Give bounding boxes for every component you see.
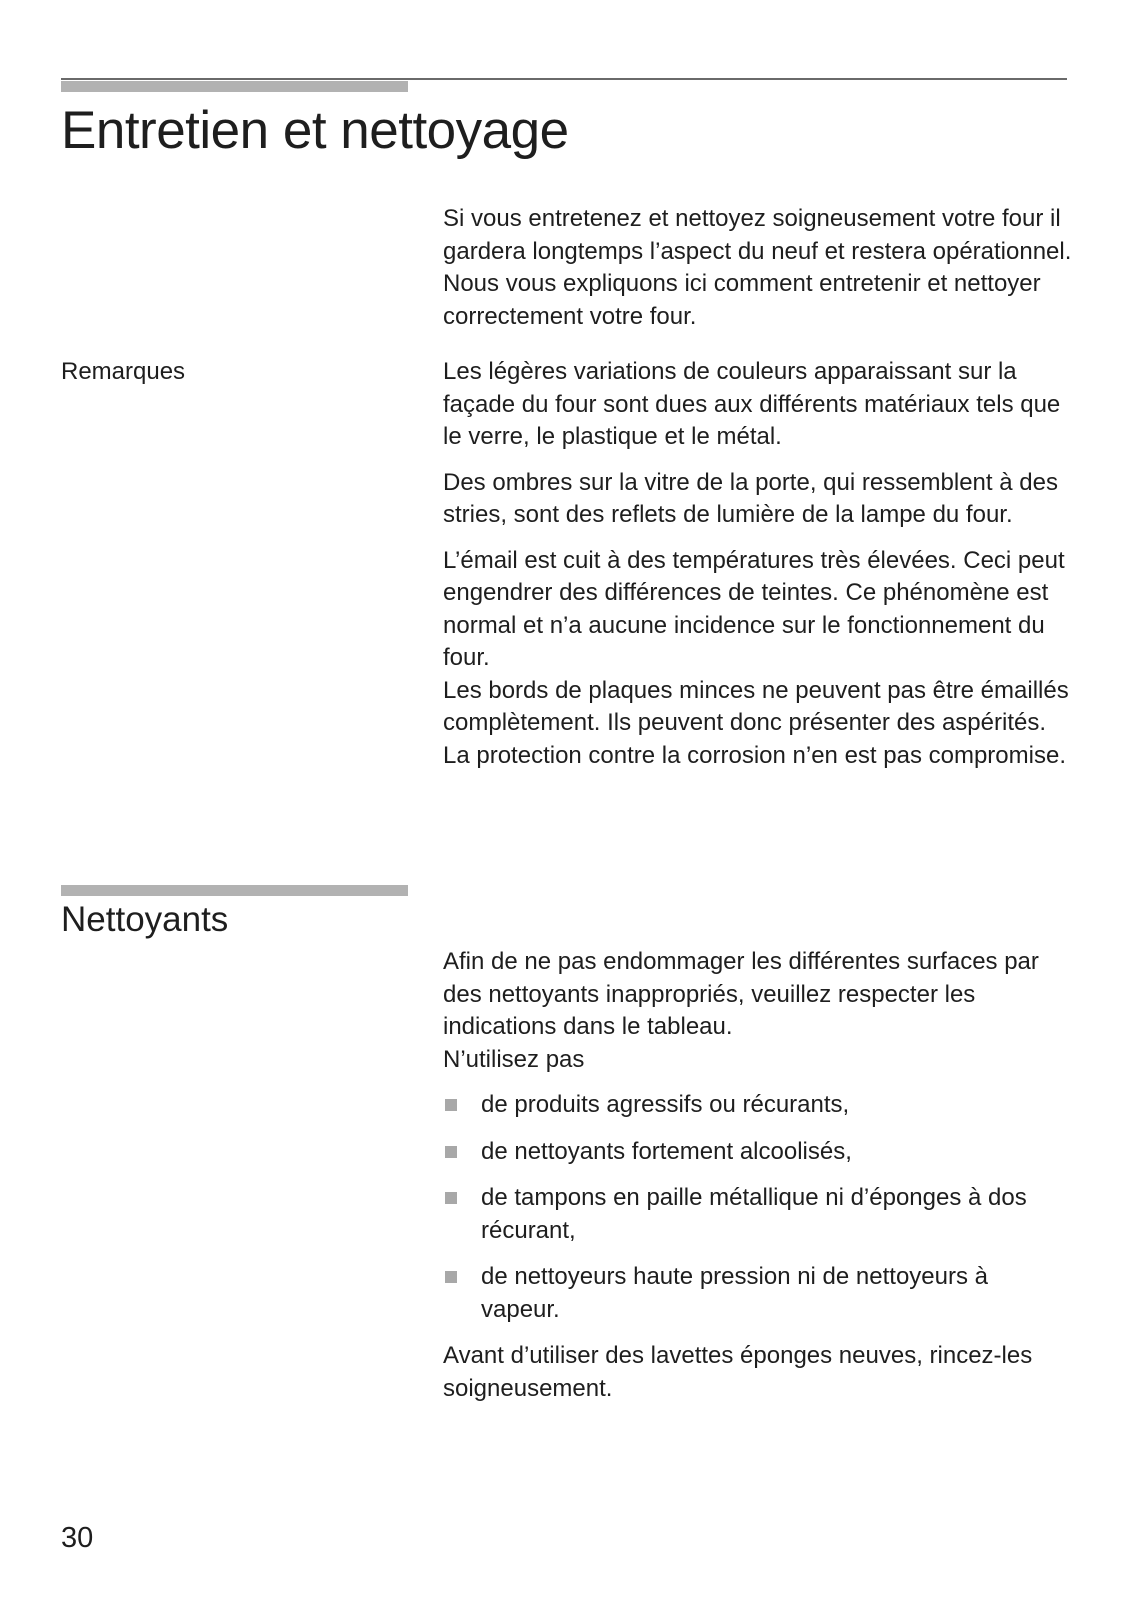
section-rule-thick bbox=[61, 885, 408, 896]
section-rule-thin bbox=[61, 78, 1067, 80]
list-item bbox=[443, 1182, 1073, 1247]
square-bullet-icon bbox=[445, 1192, 457, 1204]
list-item-text: de produits agressifs ou récurants, bbox=[481, 1091, 850, 1118]
list-item bbox=[443, 1089, 1073, 1122]
list-item bbox=[443, 1136, 1073, 1169]
list-item bbox=[443, 1261, 1073, 1326]
page-title: Entretien et nettoyage bbox=[61, 101, 569, 160]
square-bullet-icon bbox=[445, 1146, 457, 1158]
do-not-use-label: N’utilisez pas bbox=[443, 1045, 585, 1073]
list-item-text: de nettoyants fortement alcoolisés, bbox=[481, 1137, 852, 1165]
list-item-text: de nettoyeurs haute pression ni de nettoyeurs à vapeur. bbox=[481, 1263, 988, 1323]
intro-block bbox=[443, 203, 1073, 333]
remarks-paragraph: L’émail est cuit à des températures très élevées. Ceci peut engendrer des différences de teintes. Ce phénomène est normal et n’a aucune incidence sur le fonctionnement du four. bbox=[443, 546, 1065, 671]
page-number: 30 bbox=[61, 1522, 94, 1554]
do-not-use-list bbox=[443, 1089, 1073, 1326]
cleaners-intro: Afin de ne pas endommager les différentes surfaces par des nettoyants inappropriés, veuillez respecter les indications dans le tableau. bbox=[443, 948, 1039, 1040]
cleaners-block bbox=[443, 946, 1073, 1405]
remarks-paragraph: Les légères variations de couleurs apparaissant sur la façade du four sont dues aux différents matériaux tels que le verre, le plastique et le métal. bbox=[443, 358, 1061, 450]
remarks-block bbox=[443, 356, 1073, 772]
square-bullet-icon bbox=[445, 1099, 457, 1111]
cleaners-heading: Nettoyants bbox=[61, 900, 229, 939]
remarks-paragraph: Les bords de plaques minces ne peuvent pas être émaillés complètement. Ils peuvent donc présenter des aspérités. La protection contre la corrosion n’en est pas compromise. bbox=[443, 676, 1069, 769]
intro-paragraph: Si vous entretenez et nettoyez soigneusement votre four il gardera longtemps l’aspect du neuf et restera opérationnel. Nous vous expliquons ici comment entretenir et nettoyer correctement votre four. bbox=[443, 205, 1072, 330]
section-rule-thick bbox=[61, 81, 408, 92]
list-item-text: de tampons en paille métallique ni d’éponges à dos récurant, bbox=[481, 1184, 1027, 1244]
remarks-label: Remarques bbox=[61, 358, 186, 385]
cleaners-closing: Avant d’utiliser des lavettes éponges neuves, rincez-les soigneusement. bbox=[443, 1342, 1033, 1402]
square-bullet-icon bbox=[445, 1271, 457, 1283]
remarks-paragraph: Des ombres sur la vitre de la porte, qui ressemblent à des stries, sont des reflets de lumière de la lampe du four. bbox=[443, 468, 1058, 528]
